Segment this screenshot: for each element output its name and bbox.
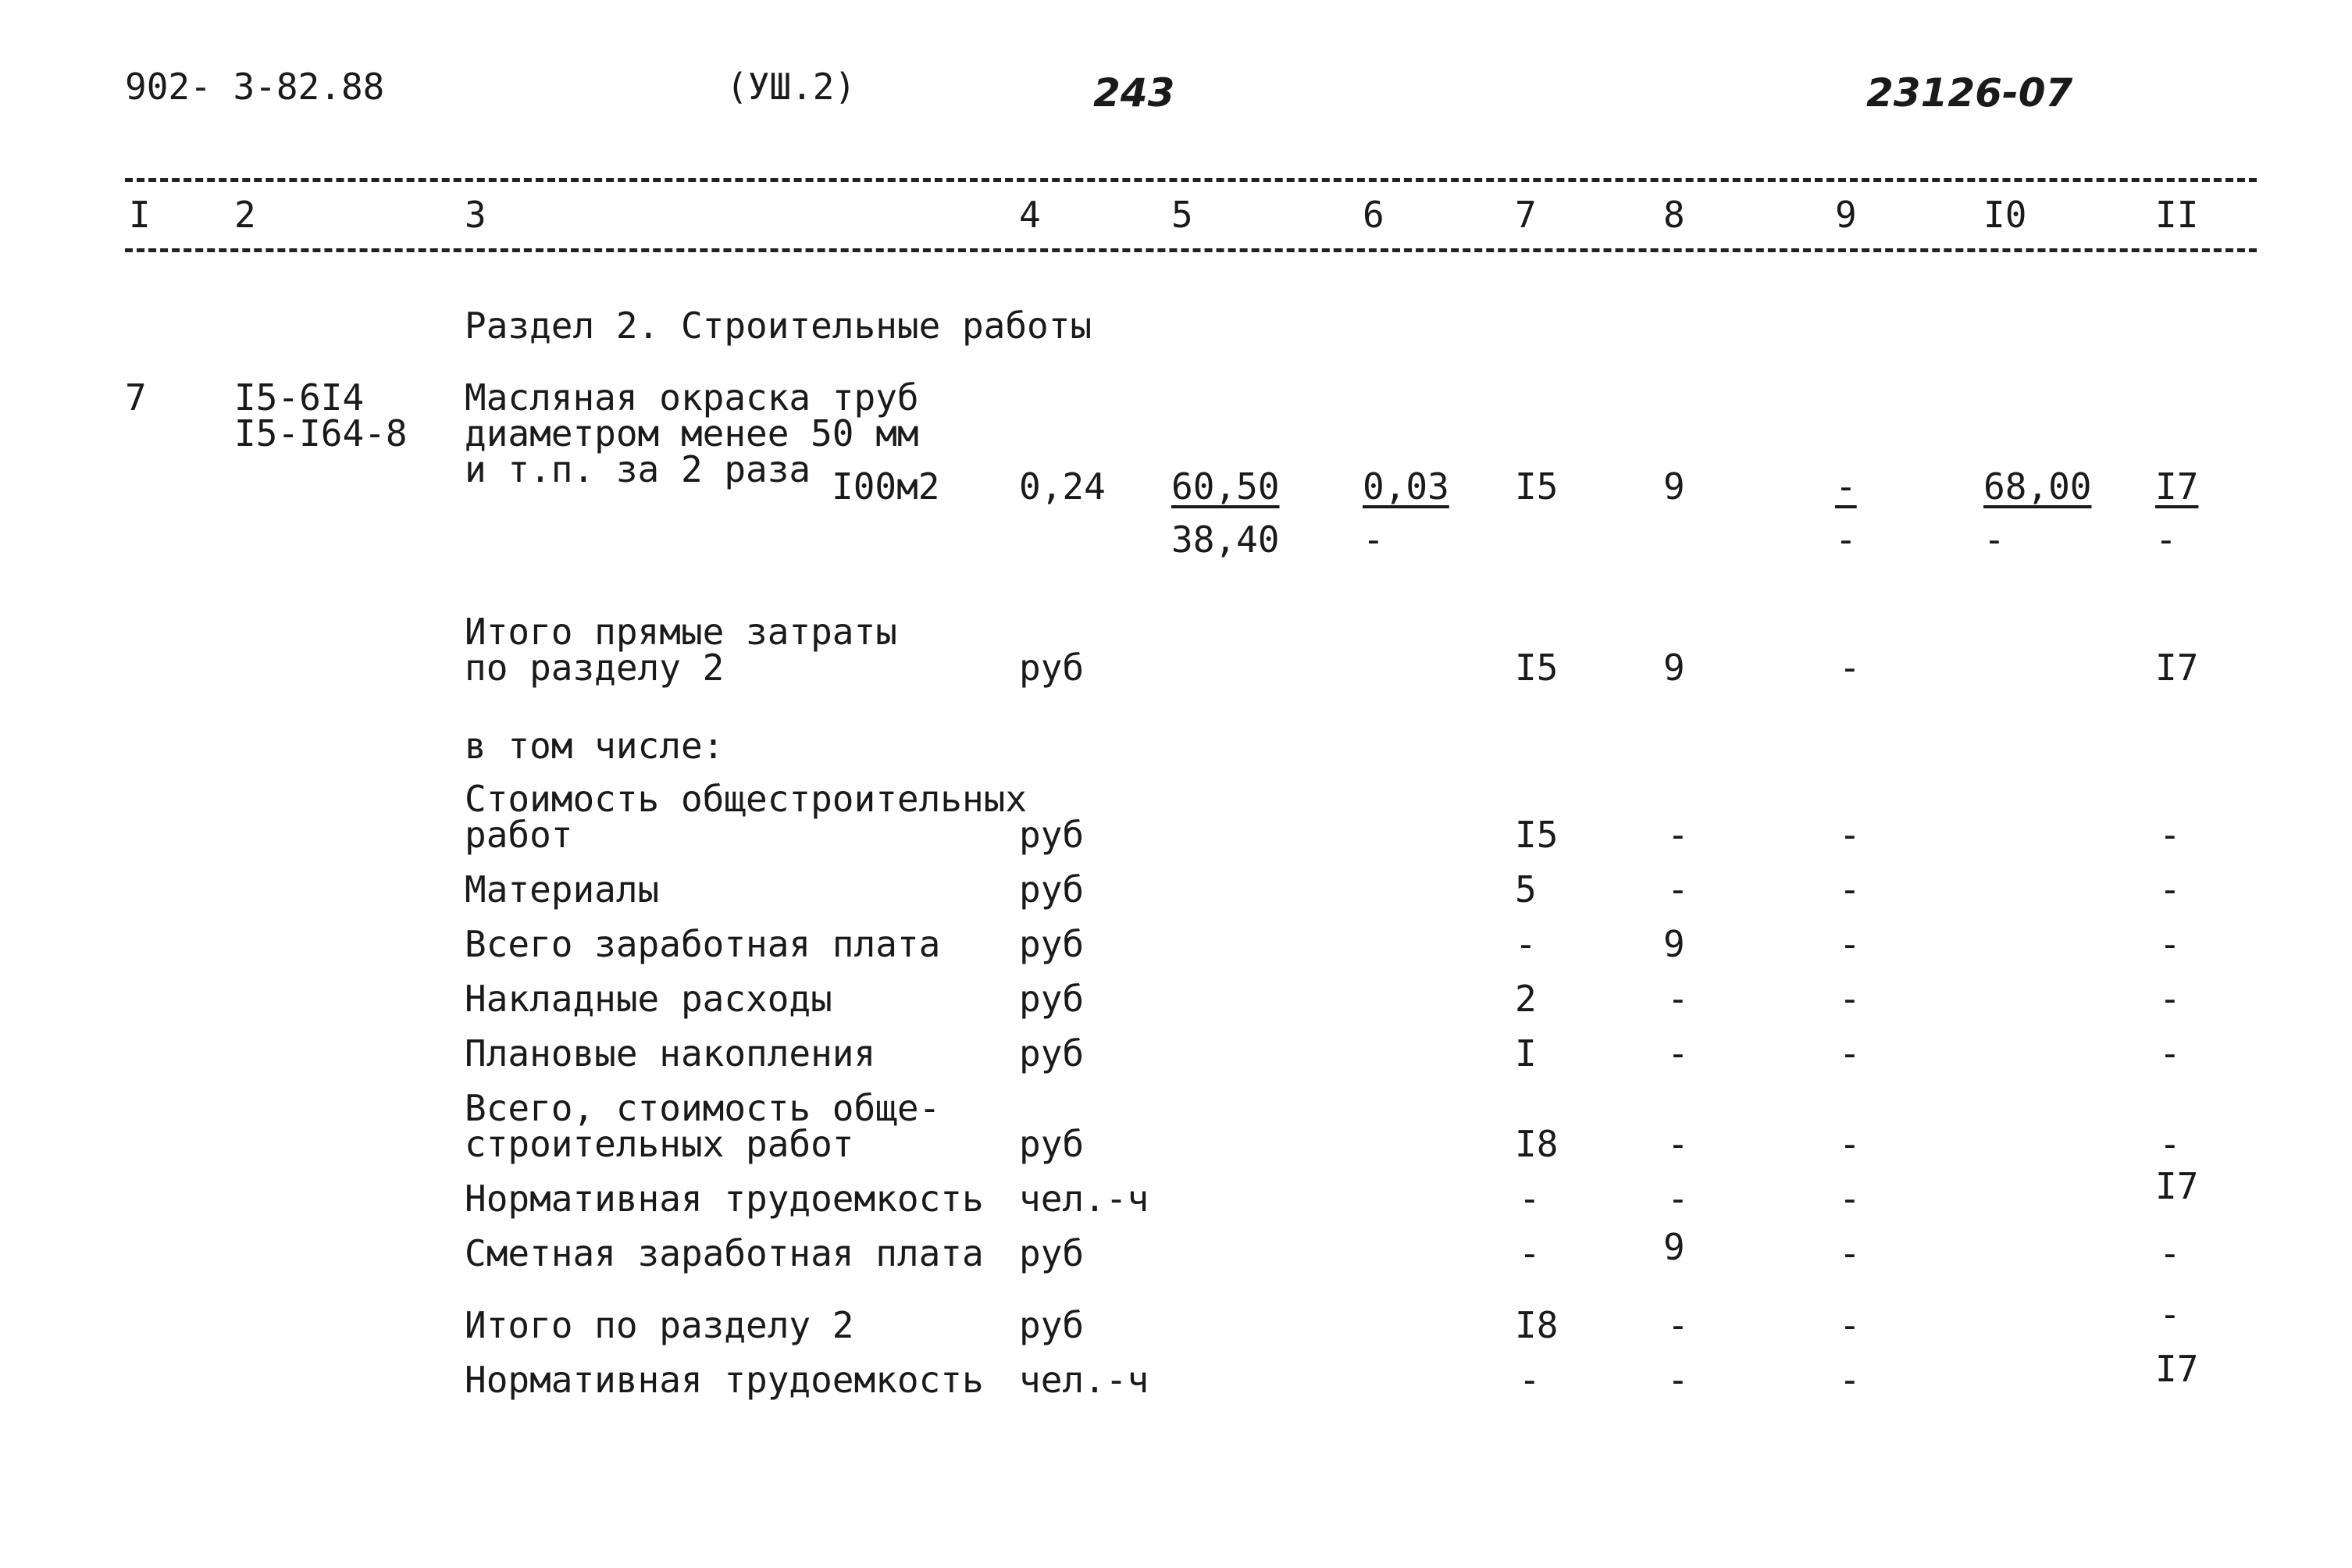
item-col7: I5: [1515, 465, 1559, 508]
row-col8: -: [1667, 868, 1689, 911]
row-col8: 9: [1663, 1226, 1685, 1268]
row-col11: -: [2159, 1032, 2181, 1074]
row-col11: -: [2159, 923, 2181, 965]
col-header-9: 9: [1835, 194, 1857, 236]
item-code-2: I5-I64-8: [234, 412, 408, 454]
row-unit: руб: [1019, 868, 1085, 911]
row-unit: руб: [1019, 1232, 1085, 1274]
row-col7: -: [1515, 923, 1537, 965]
row-col9: -: [1839, 923, 1861, 965]
item-desc-line-3: и т.п. за 2 раза: [465, 448, 811, 490]
row-col8: -: [1667, 814, 1689, 856]
row-label: Всего, стоимость обще-: [465, 1087, 941, 1129]
row-col7: I: [1515, 1032, 1537, 1074]
col-header-10: I0: [1983, 194, 2027, 236]
row-label: Итого по разделу 2: [465, 1304, 854, 1346]
row-col7: -: [1519, 1232, 1541, 1274]
row-col7: 2: [1515, 978, 1537, 1020]
item-col8: 9: [1663, 465, 1685, 508]
row-col9: -: [1839, 1304, 1861, 1346]
row-col11: I7: [2155, 1348, 2199, 1390]
row-label: Стоимость общестроительных: [465, 778, 1028, 820]
row-col8: -: [1667, 1304, 1689, 1346]
row-col11: -: [2159, 868, 2181, 911]
item-col5-bottom: 38,40: [1171, 519, 1280, 561]
row-col7: -: [1519, 1359, 1541, 1401]
col-header-11: II: [2155, 194, 2199, 236]
row-col7: I5: [1515, 814, 1559, 856]
page-number: 243: [1093, 70, 1175, 116]
row-col9: -: [1839, 814, 1861, 856]
header-rule-top: [125, 178, 2257, 182]
col-header-5: 5: [1171, 194, 1193, 236]
item-col11-bottom: -: [2155, 519, 2177, 561]
row-unit: чел.-ч: [1019, 1178, 1149, 1220]
row-col7: I8: [1515, 1123, 1559, 1165]
item-col9-top: -: [1835, 465, 1857, 508]
row-col7: -: [1519, 1178, 1541, 1220]
row-unit: руб: [1019, 978, 1085, 1020]
direct-costs-col7: I5: [1515, 647, 1559, 689]
row-label: Нормативная трудоемкость: [465, 1359, 984, 1401]
row-col9: -: [1839, 1123, 1861, 1165]
direct-costs-label-1: Итого прямые затраты: [465, 611, 897, 653]
row-label-cont: строительных работ: [465, 1123, 854, 1165]
row-label: Накладные расходы: [465, 978, 832, 1020]
row-col8: -: [1667, 1123, 1689, 1165]
item-col6-bottom: -: [1363, 519, 1384, 561]
item-col10-top: 68,00: [1983, 465, 2092, 508]
row-unit: руб: [1019, 923, 1085, 965]
row-col8: -: [1667, 1032, 1689, 1074]
item-col9-bottom: -: [1835, 519, 1857, 561]
row-unit: руб: [1019, 1304, 1085, 1346]
row-label: Сметная заработная плата: [465, 1232, 984, 1274]
row-label: Плановые накопления: [465, 1032, 876, 1074]
item-desc-line-1: Масляная окраска труб: [465, 376, 919, 419]
direct-costs-label-2: по разделу 2: [465, 647, 725, 689]
row-label-cont: работ: [465, 814, 573, 856]
direct-costs-col11: I7: [2155, 647, 2199, 689]
row-col11: -: [2159, 814, 2181, 856]
inventory-code: 23126-07: [1866, 70, 2073, 116]
document-code: 902- 3-82.88: [125, 66, 385, 108]
item-col5-top: 60,50: [1171, 465, 1280, 508]
direct-costs-unit: руб: [1019, 647, 1085, 689]
row-label: Нормативная трудоемкость: [465, 1178, 984, 1220]
item-desc-line-2: диаметром менее 50 мм: [465, 412, 919, 454]
row-col8: 9: [1663, 923, 1685, 965]
col-header-1: I: [129, 194, 151, 236]
row-col11: -: [2159, 1123, 2181, 1165]
including-label: в том числе:: [465, 725, 725, 767]
item-unit: I00м2: [832, 465, 940, 508]
col-header-6: 6: [1363, 194, 1384, 236]
section-code: (УШ.2): [726, 66, 857, 108]
col-header-4: 4: [1019, 194, 1041, 236]
row-col9: -: [1839, 1359, 1861, 1401]
row-col9: -: [1839, 1232, 1861, 1274]
row-col9: -: [1839, 1178, 1861, 1220]
col-header-2: 2: [234, 194, 256, 236]
col-header-3: 3: [465, 194, 486, 236]
item-code-1: I5-6I4: [234, 376, 365, 419]
row-col8: -: [1667, 1178, 1689, 1220]
row-col11: I7: [2155, 1165, 2199, 1207]
row-col11: -: [2159, 978, 2181, 1020]
row-col8: -: [1667, 1359, 1689, 1401]
direct-costs-col9: -: [1839, 647, 1861, 689]
item-col11-top: I7: [2155, 465, 2199, 508]
col-header-8: 8: [1663, 194, 1685, 236]
row-col9: -: [1839, 1032, 1861, 1074]
col-header-7: 7: [1515, 194, 1537, 236]
row-label: Материалы: [465, 868, 660, 911]
section-title: Раздел 2. Строительные работы: [465, 305, 1092, 347]
row-col9: -: [1839, 868, 1861, 911]
row-col7: I8: [1515, 1304, 1559, 1346]
item-number: 7: [125, 376, 147, 419]
row-label: Всего заработная плата: [465, 923, 941, 965]
row-col11: -: [2159, 1293, 2181, 1335]
row-col11: -: [2159, 1232, 2181, 1274]
row-unit: руб: [1019, 1123, 1085, 1165]
direct-costs-col8: 9: [1663, 647, 1685, 689]
item-col6-top: 0,03: [1363, 465, 1449, 508]
row-unit: руб: [1019, 1032, 1085, 1074]
item-quantity: 0,24: [1019, 465, 1106, 508]
row-unit: руб: [1019, 814, 1085, 856]
row-col9: -: [1839, 978, 1861, 1020]
row-col8: -: [1667, 978, 1689, 1020]
row-unit: чел.-ч: [1019, 1359, 1149, 1401]
item-col10-bottom: -: [1983, 519, 2005, 561]
row-col7: 5: [1515, 868, 1537, 911]
header-rule-bottom: [125, 248, 2257, 252]
